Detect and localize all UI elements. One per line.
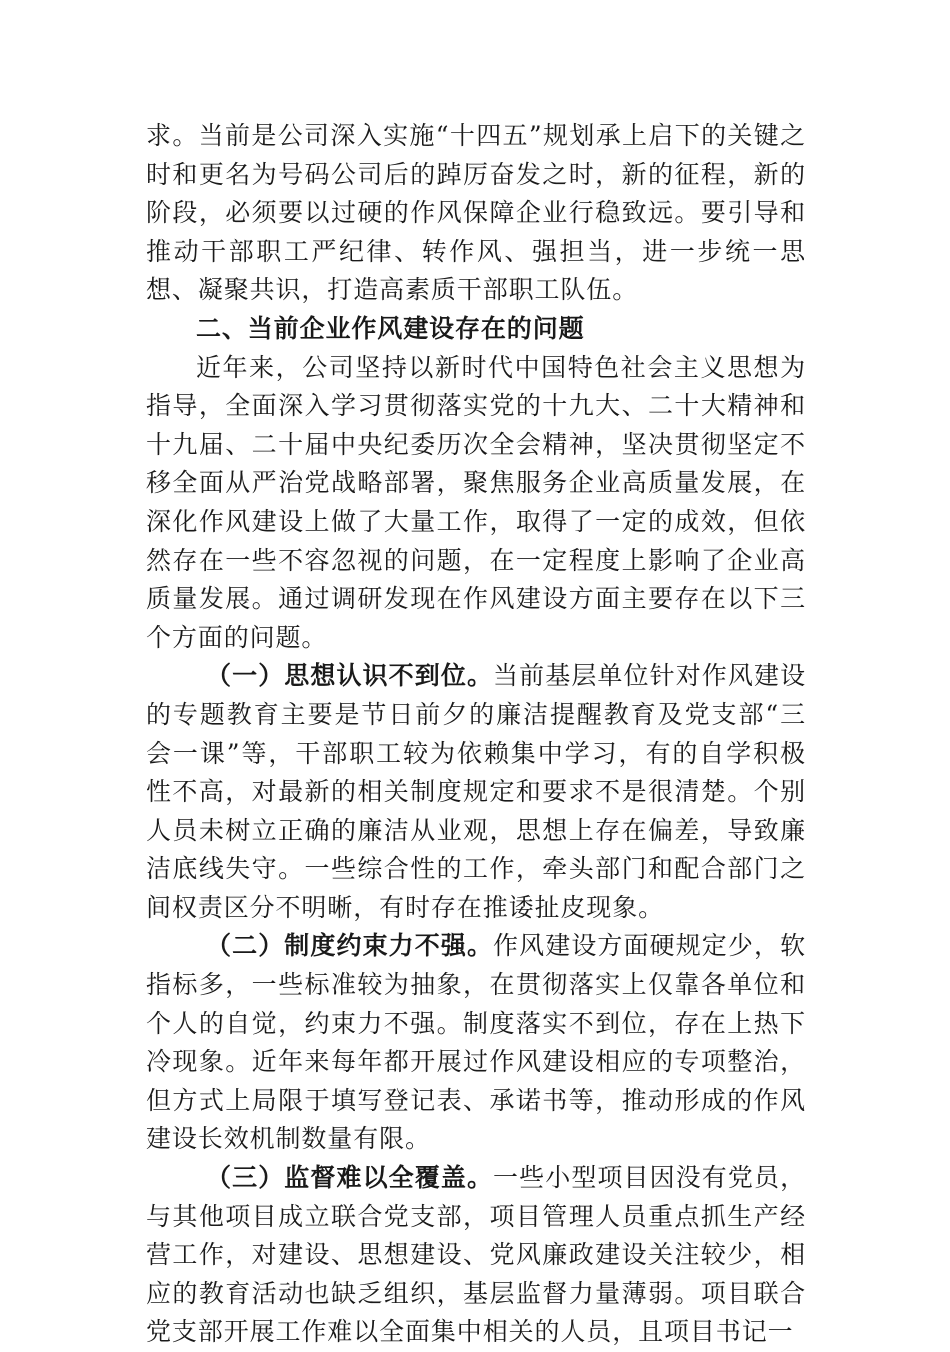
issue-2-title: （二）制度约束力不强。 (206, 931, 494, 961)
paragraph-issue-3 (146, 1159, 806, 1352)
paragraph-issue-2 (146, 927, 806, 1159)
issue-2-body: 作风建设方面硬规定少，软指标多，一些标准较为抽象，在贯彻落实上仅靠各单位和个人的自觉，约束力不强。制度落实不到位，存在上热下冷现象。近年来每年都开展过作风建设相应的专项整治，但方式上局限于填写登记表、承诺书等，推动形成的作风建设长效机制数量有限。 (146, 931, 806, 1154)
section-heading: 二、当前企业作风建设存在的问题 (196, 313, 585, 343)
paragraph-continuation: 求。当前是公司深入实施“十四五”规划承上启下的关键之时和更名为号码公司后的踔厉奋发之时，新的征程，新的阶段，必须要以过硬的作风保障企业行稳致远。要引导和推动干部职工严纪律、转作风、强担当，进一步统一思想、凝聚共识，打造高素质干部职工队伍。 (146, 121, 806, 305)
issue-3-body: 一些小型项目因没有党员，与其他项目成立联合党支部，项目管理人员重点抓生产经营工作，对建设、思想建设、党风廉政建设关注较少，相应的教育活动也缺乏组织，基层监督力量薄弱。项目联合党支部开展工作难以全面集中相关的人员，且项目书记一 (146, 1163, 806, 1347)
paragraph-issue-1 (146, 657, 806, 927)
paragraph-intro: 近年来，公司坚持以新时代中国特色社会主义思想为指导，全面深入学习贯彻落实党的十九大、二十大精神和十九届、二十届中央纪委历次全会精神，坚决贯彻坚定不移全面从严治党战略部署，聚焦服务企业高质量发展，在深化作风建设上做了大量工作，取得了一定的成效，但依然存在一些不容忽视的问题，在一定程度上影响了企业高质量发展。通过调研发现在作风建设方面主要存在以下三个方面的问题。 (146, 352, 806, 652)
issue-1-body: 当前基层单位针对作风建设的专题教育主要是节日前夕的廉洁提醒教育及党支部“三会一课”等，干部职工较为依赖集中学习，有的自学积极性不高，对最新的相关制度规定和要求不是很清楚。个别人员未树立正确的廉洁从业观，思想上存在偏差，导致廉洁底线失守。一些综合性的工作，牵头部门和配合部门之间权责区分不明晰，有时存在推诿扯皮现象。 (146, 661, 806, 922)
issue-1-title: （一）思想认识不到位。 (206, 661, 494, 691)
document-page (146, 117, 806, 1352)
issue-3-title: （三）监督难以全覆盖。 (206, 1163, 494, 1193)
